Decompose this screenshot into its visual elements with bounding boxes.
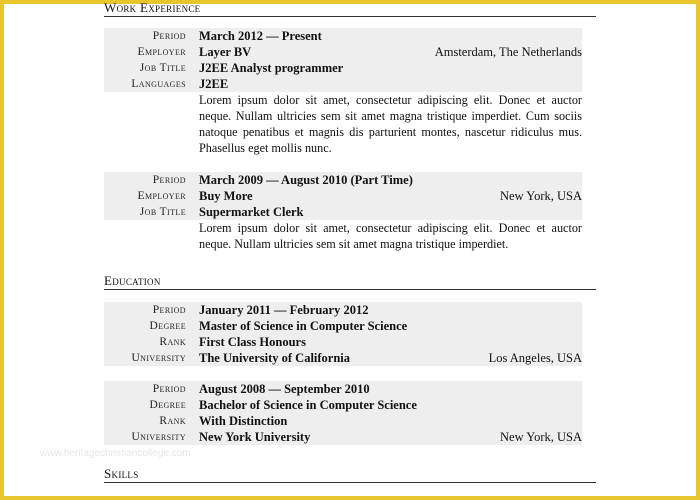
entry-row (104, 429, 582, 445)
row-label: Job Title (139, 206, 186, 218)
section-title-work: Work Experience (104, 0, 596, 17)
row-value: The University of California (199, 351, 351, 365)
row-value: Supermarket Clerk (199, 205, 304, 219)
row-label: Degree (149, 320, 186, 332)
row-location: New York, USA (500, 189, 582, 203)
row-label: University (131, 352, 186, 364)
row-label: Employer (137, 46, 186, 58)
row-label: University (131, 431, 186, 443)
entry-row (104, 381, 582, 397)
row-location: New York, USA (500, 430, 582, 444)
entry-row (104, 60, 582, 76)
entry-row (104, 413, 582, 429)
entry-description: Lorem ipsum dolor sit amet, consectetur adipiscing elit. Donec et auctor neque. Nullam ultricies sem sit amet magna tristique imperdiet. (199, 221, 582, 251)
row-value: J2EE (199, 77, 229, 91)
education-entry-2 (104, 381, 582, 445)
row-value: January 2011 — February 2012 (199, 303, 369, 317)
row-label: Degree (149, 399, 186, 411)
entry-row (104, 28, 582, 44)
row-label: Employer (137, 190, 186, 202)
entry-row (104, 318, 582, 334)
row-value: First Class Honours (199, 335, 306, 349)
row-location: Amsterdam, The Netherlands (434, 45, 582, 59)
row-value: With Distinction (199, 414, 288, 428)
entry-row (104, 172, 582, 188)
row-value: Bachelor of Science in Computer Science (199, 398, 417, 412)
row-label: Period (152, 383, 186, 395)
entry-row (104, 76, 582, 92)
row-label: Period (152, 30, 186, 42)
row-label: Rank (159, 415, 186, 427)
entry-row (104, 302, 582, 318)
entry-row (104, 188, 582, 204)
row-value: New York University (199, 430, 311, 444)
row-label: Job Title (139, 62, 186, 74)
watermark: www.heritagechristiancollege.com (40, 448, 191, 459)
entry-row (104, 204, 582, 220)
row-label: Period (152, 304, 186, 316)
row-value: Master of Science in Computer Science (199, 319, 408, 333)
work-entry-2 (104, 172, 582, 252)
row-label: Period (152, 174, 186, 186)
row-value: Layer BV (199, 45, 252, 59)
row-value: Buy More (199, 189, 253, 203)
entry-description: Lorem ipsum dolor sit amet, consectetur adipiscing elit. Donec et auctor neque. Nullam ultricies sem sit amet magna tristique imperdiet. Cum sociis natoque penatibus et magnis dis parturient montes, nascetur ridiculus mus. Phasellus eget mollis nunc. (199, 93, 582, 155)
entry-row (104, 397, 582, 413)
row-value: March 2009 — August 2010 (Part Time) (199, 173, 413, 187)
entry-row (104, 44, 582, 60)
row-value: March 2012 — Present (199, 29, 322, 43)
row-value: August 2008 — September 2010 (199, 382, 370, 396)
entry-row (104, 334, 582, 350)
row-value: J2EE Analyst programmer (199, 61, 344, 75)
section-title-skills: Skills (104, 466, 596, 483)
row-label: Languages (131, 78, 186, 90)
row-location: Los Angeles, USA (488, 351, 582, 365)
row-label: Rank (159, 336, 186, 348)
section-title-education: Education (104, 273, 596, 290)
entry-row (104, 350, 582, 366)
work-entry-1 (104, 28, 582, 156)
education-entry-1 (104, 302, 582, 366)
